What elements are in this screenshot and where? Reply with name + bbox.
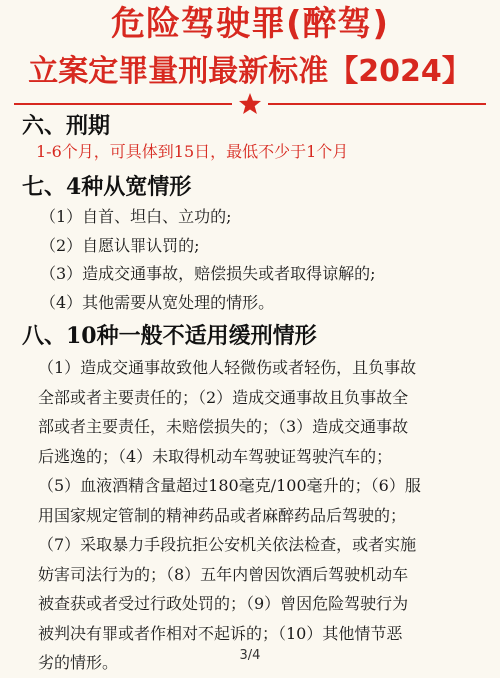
list-item: （2）自愿认罪认罚的; (40, 236, 200, 255)
title-line-1: 危险驾驶罪(醉驾) (110, 4, 390, 44)
section-heading-lenient: 七、4种从宽情形 (22, 174, 192, 200)
paragraph-line: 被查获或者受过行政处罚的；（9）曾因危险驾驶行为 (38, 594, 409, 613)
star-icon (238, 92, 262, 116)
header (0, 0, 500, 112)
paragraph-line: 妨害司法行为的；（8）五年内曾因饮酒后驾驶机动车 (38, 564, 409, 584)
paragraph-line: 劣的情形。 (38, 653, 119, 672)
sentence-term-text: 1-6个月，可具体到15日，最低不少于1个月 (36, 142, 349, 161)
page-number: 3/4 (239, 648, 261, 663)
no-probation-paragraph (38, 353, 468, 678)
divider-right (268, 103, 486, 105)
paragraph-line: （1）造成交通事故致他人轻微伤或者轻伤，且负事故 (38, 358, 417, 377)
paragraph-line: 部或者主要责任，未赔偿损失的；（3）造成交通事故 (38, 417, 409, 436)
paragraph-line: （5）血液酒精含量超过180毫克/100毫升的；（6）服 (38, 476, 421, 495)
list-item: （3）造成交通事故，赔偿损失或者取得谅解的; (40, 264, 376, 283)
paragraph-line: （7）采取暴力手段抗拒公安机关依法检查，或者实施 (38, 535, 417, 554)
paragraph-line: 后逃逸的；（4）未取得机动车驾驶证驾驶汽车的； (38, 446, 393, 466)
title-line-2: 立案定罪量刑最新标准【2024】 (28, 54, 472, 89)
paragraph-line: 用国家规定管制的精神药品或者麻醉药品后驾驶的； (38, 505, 407, 525)
paragraph-line: 全部或者主要责任的；（2）造成交通事故且负事故全 (38, 387, 409, 407)
list-item: （1）自首、坦白、立功的; (40, 207, 232, 226)
divider-left (14, 103, 232, 105)
section-heading-no-probation: 八、10种一般不适用缓刑情形 (22, 323, 317, 349)
list-item: （4）其他需要从宽处理的情形。 (40, 293, 275, 312)
paragraph-line: 被判决有罪或者作相对不起诉的；（10）其他情节恶 (38, 623, 403, 643)
section-heading-sentence-term: 六、刑期 (22, 113, 111, 139)
